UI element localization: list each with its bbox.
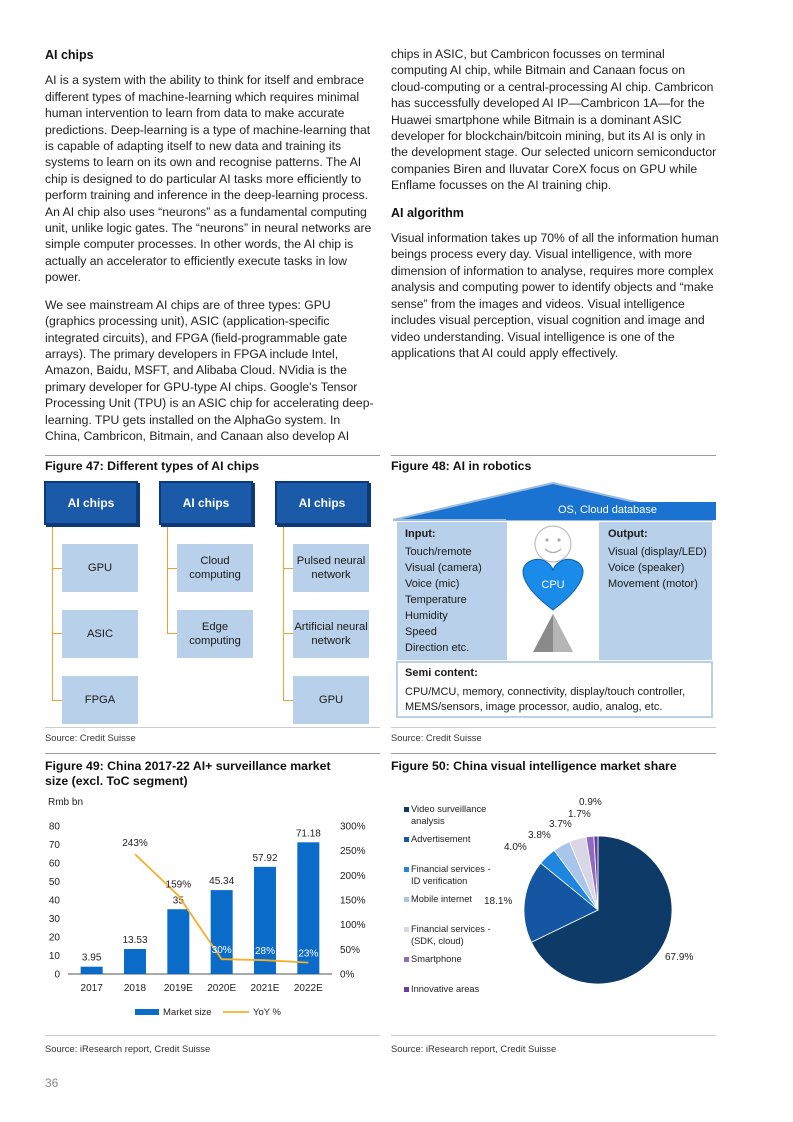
figure49-title-line1: Figure 49: China 2017-22 AI+ surveillance market: [45, 759, 331, 773]
bar-value-label: 71.18: [295, 828, 321, 840]
input-direction: Direction etc.: [405, 642, 470, 654]
figure49-bottom-rule: [45, 1035, 380, 1036]
y2-tick-label: 150%: [340, 895, 366, 907]
input-voice: Voice (mic): [405, 578, 460, 590]
bar-chart-svg: [40, 812, 380, 1027]
semi-heading: Semi content:: [405, 667, 478, 679]
bar-2018: [124, 949, 146, 974]
bar-2019E: [167, 909, 189, 974]
input-humidity: Humidity: [405, 610, 448, 622]
robot-eye-left: [545, 538, 548, 541]
bar-value-label: 45.34: [209, 876, 235, 888]
legend-label: Mobile internet: [411, 894, 472, 904]
yoy-value-label: 159%: [165, 879, 192, 891]
y2-tick-label: 300%: [340, 821, 366, 833]
yoy-value-label: 30%: [211, 945, 232, 957]
chip-head-3: AI chips: [275, 481, 369, 525]
bar-2017: [81, 967, 103, 974]
y-tick-label: 0: [54, 969, 60, 981]
paragraph-ai-intro: AI is a system with the ability to think for itself and embrace different types of machine-learning which requires minimal human intervention to learn from data to make accurate predictions. Deep-learning is a type of machine-learning that is capable of adapting itself to new data and training its systems to learn on its own and recognise patterns. The AI chip is designed to do particular AI tasks more efficiently to perform training and inference in the deep-learning process. An AI chip also uses “neurons” as a fundamental computing unit, unlike logic gates. The “neurons” in neural networks are simple computer processes. In other words, the AI chip is actually an accelerator to efficiently execute tasks in low power.: [45, 73, 372, 285]
figure49-title: [45, 759, 331, 789]
figure50-chart: [391, 790, 716, 1020]
right-column: [391, 46, 721, 372]
legend-swatch: [404, 807, 409, 812]
pie-chart-svg: [391, 790, 716, 1020]
x-tick-label: 2019E: [163, 983, 193, 994]
pie-value-label: 4.0%: [504, 842, 527, 853]
figure47-connector-3b: [283, 526, 293, 701]
input-temperature: Temperature: [405, 594, 467, 606]
pie-value-label: 67.9%: [665, 952, 694, 963]
chip-box-gpu-neural: GPU: [293, 676, 369, 724]
y-tick-label: 20: [48, 932, 60, 944]
input-visual: Visual (camera): [405, 562, 482, 574]
semi-content: [405, 666, 713, 715]
figure49-top-rule: [45, 753, 380, 754]
x-tick-label: 2017: [80, 983, 103, 994]
figure49-title-line2: size (excl. ToC segment): [45, 774, 188, 788]
input-speed: Speed: [405, 626, 437, 638]
heading-ai-chips: AI chips: [45, 48, 94, 62]
heading-ai-algorithm: AI algorithm: [391, 205, 464, 220]
figure47-bottom-rule: [45, 727, 380, 728]
figure47-connector-1b: [52, 526, 62, 634]
x-tick-label: 2020E: [207, 983, 237, 994]
roof-label: OS, Cloud database: [557, 504, 658, 516]
bar-value-label: 57.92: [252, 852, 278, 864]
y2-tick-label: 50%: [340, 944, 361, 956]
robot-head: [535, 526, 571, 562]
chip-box-cloud-computing: Cloud computing: [177, 544, 253, 592]
pie-value-label: 3.7%: [549, 819, 572, 830]
x-tick-label: 2018: [123, 983, 147, 994]
robot-eye-right: [557, 538, 560, 541]
figure50-bottom-rule: [391, 1035, 716, 1036]
y-tick-label: 60: [48, 858, 60, 870]
paragraph-cambricon: chips in ASIC, but Cambricon focusses on terminal computing AI chip, while Bitmain and Canaan focus on cloud-computing or a central-processing AI chip. Cambricon has successfully developed AI IP—Cambricon 1A—for the Huawei smartphone while Bitmain is a dominant ASIC developer for blockchain/bitcoin mining, but its AI is only in the development stage. Our selected unicorn semiconductor companies Biren and Iluvatar CoreX focus on GPU while Enflame focusses on the AI training chip.: [391, 47, 717, 193]
pie-value-label: 3.8%: [528, 830, 551, 841]
bar-value-label: 35: [172, 895, 184, 907]
figure48-top-rule: [391, 455, 716, 456]
yoy-value-label: 23%: [298, 948, 319, 960]
legend-label: Video surveillance analysis: [411, 804, 487, 826]
output-movement: Movement (motor): [608, 578, 698, 590]
chip-box-asic: ASIC: [62, 610, 138, 658]
bar-2021E: [254, 867, 276, 974]
y-tick-label: 40: [48, 895, 60, 907]
y2-tick-label: 200%: [340, 870, 366, 882]
paragraph-chip-types: We see mainstream AI chips are of three types: GPU (graphics processing unit), ASIC (application-specific integrated circuits), and FPGA (field-programmable gate arrays). The primary developers in FPGA include Intel, Amazon, Baidu, MSFT, and Alibaba Cloud. NVidia is the primary developer for GPU-type AI chips. Google's Tensor Processing Unit (TPU) is an ASIC chip for accelerating deep-learning. TPU gets installed on the AlphaGo system. In China, Cambricon, Bitmain, and Canaan also develop AI: [45, 297, 374, 443]
bar-2020E: [211, 890, 233, 974]
chip-box-gpu: GPU: [62, 544, 138, 592]
pie-value-label: 0.9%: [579, 797, 602, 808]
legend-swatch: [404, 987, 409, 992]
y2-tick-label: 0%: [340, 969, 355, 981]
legend-label: Financial services -ID verification: [411, 864, 491, 886]
legend-swatch: [404, 897, 409, 902]
legend-label: Smartphone: [411, 954, 462, 964]
figure48-source: Source: Credit Suisse: [391, 732, 482, 743]
y2-tick-label: 250%: [340, 846, 366, 858]
legend-swatch: [404, 927, 409, 932]
chip-box-artificial-neural-network: Artificial neural network: [293, 610, 369, 658]
y2-tick-label: 100%: [340, 920, 366, 932]
figure49-chart: [40, 812, 380, 1027]
bar-value-label: 3.95: [81, 952, 102, 964]
yoy-value-label: 28%: [254, 946, 276, 958]
output-visual: Visual (display/LED): [608, 546, 707, 558]
legend-line-label: YoY %: [253, 1007, 281, 1018]
x-tick-label: 2021E: [250, 983, 280, 994]
pie-value-label: 18.1%: [484, 896, 513, 907]
figure47-source: Source: Credit Suisse: [45, 732, 136, 743]
chip-head-2: AI chips: [159, 481, 253, 525]
input-list: [405, 526, 505, 656]
figure47-title: Figure 47: Different types of AI chips: [45, 459, 260, 473]
legend-swatch: [404, 837, 409, 842]
figure50-source: Source: iResearch report, Credit Suisse: [391, 1043, 557, 1054]
y-tick-label: 10: [48, 951, 60, 962]
page-number: 36: [45, 1076, 59, 1090]
legend-swatch: [404, 957, 409, 962]
figure49-ylabel: Rmb bn: [48, 797, 84, 808]
y-tick-label: 30: [48, 914, 60, 925]
figure47-top-rule: [45, 455, 380, 456]
legend-swatch: [404, 867, 409, 872]
input-heading: Input:: [405, 528, 436, 540]
y-tick-label: 50: [48, 877, 60, 888]
x-tick-label: 2022E: [293, 983, 323, 994]
semi-text: CPU/MCU, memory, connectivity, display/touch controller, MEMS/sensors, image processor, audio, analog, etc.: [405, 686, 686, 713]
output-list: [608, 526, 713, 592]
legend-bar-label: Market size: [163, 1007, 212, 1018]
yoy-value-label: 243%: [122, 838, 148, 850]
output-heading: Output:: [608, 528, 648, 540]
figure48-title: Figure 48: AI in robotics: [391, 459, 532, 473]
bar-value-label: 13.53: [122, 934, 148, 946]
y-tick-label: 80: [48, 821, 60, 833]
input-touch: Touch/remote: [405, 546, 472, 558]
chip-box-pulsed-neural-network: Pulsed neural network: [293, 544, 369, 592]
figure48-bottom-rule: [391, 727, 716, 728]
figure49-source: Source: iResearch report, Credit Suisse: [45, 1043, 211, 1054]
legend-label: Innovative areas: [411, 984, 480, 994]
figure50-top-rule: [391, 753, 716, 754]
legend-label: Financial services -(SDK, cloud): [411, 924, 491, 946]
figure47-connector-2a: [167, 526, 177, 634]
chip-box-fpga: FPGA: [62, 676, 138, 724]
cpu-label: CPU: [541, 579, 565, 591]
figure50-title: Figure 50: China visual intelligence market share: [391, 759, 677, 773]
legend-bar-swatch: [135, 1009, 159, 1015]
y-tick-label: 70: [48, 840, 60, 851]
chip-box-edge-computing: Edge computing: [177, 610, 253, 658]
pie-value-label: 1.7%: [568, 809, 591, 820]
left-column: [45, 47, 378, 455]
output-voice: Voice (speaker): [608, 562, 685, 574]
legend-label: Advertisement: [411, 834, 471, 844]
chip-head-1: AI chips: [44, 481, 138, 525]
paragraph-visual-intelligence: Visual information takes up 70% of all the information human beings process every day. Visual intelligence, with more dimension of information to analyse, requires more complex analysis and computing power to identify objects and “make sense” from the images and videos. Visual intelligence includes visual perception, visual cognition and image and video understanding. Visual intelligence is one of the applications that AI could apply effectively.: [391, 231, 719, 360]
